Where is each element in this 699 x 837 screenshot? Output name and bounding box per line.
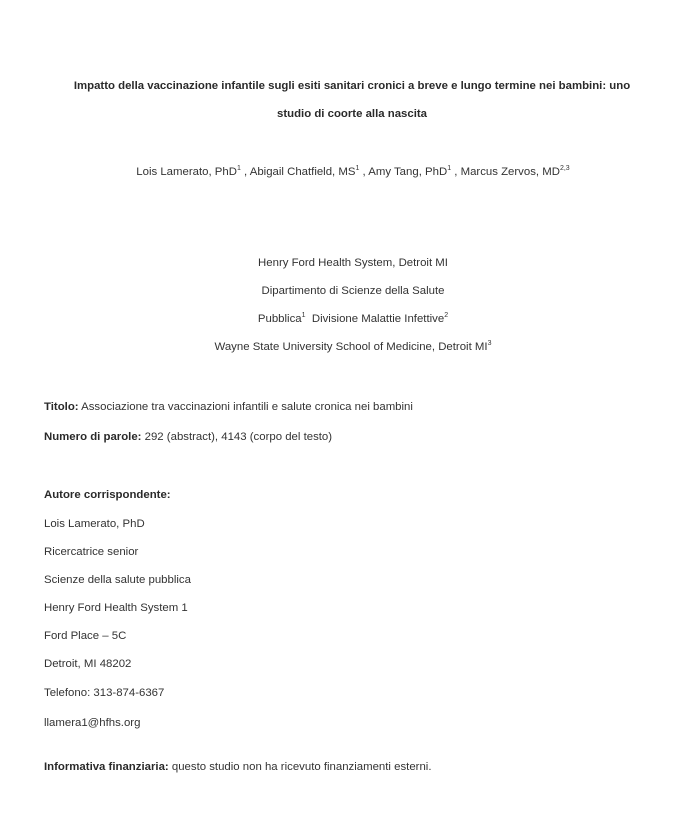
word-count-field <box>44 431 332 443</box>
affiliation-mark: 2 <box>444 312 449 320</box>
field-value: questo studio non ha ricevuto finanziamenti esterni. <box>171 761 432 773</box>
contact-email: llamera1@hfhs.org <box>44 717 141 729</box>
contact-line: Ricercatrice senior <box>44 546 139 558</box>
author-affiliation-mark: 2,3 <box>559 165 570 173</box>
author-separator: , <box>240 166 250 178</box>
author-separator: , <box>359 166 369 178</box>
affiliation-mark: 1 <box>301 312 306 320</box>
author-affiliation-mark: 1 <box>447 165 452 173</box>
author-affiliation-mark: 1 <box>236 165 241 173</box>
contact-line: Ford Place – 5C <box>44 630 127 642</box>
author-name: Abigail Chatfield, MS <box>249 166 356 178</box>
affiliation-text: Pubblica <box>257 313 302 325</box>
affiliation-mark: 3 <box>487 340 492 348</box>
affiliation-line <box>0 341 699 353</box>
field-label: Autore corrispondente: <box>44 489 171 501</box>
field-label: Informativa finanziaria: <box>44 761 169 773</box>
affiliation-line <box>0 313 699 325</box>
contact-line: Lois Lamerato, PhD <box>44 518 145 530</box>
affiliation-text: Wayne State University School of Medicine, Detroit MI <box>214 341 488 353</box>
author-list <box>0 166 699 178</box>
author-name: Lois Lamerato, PhD <box>136 166 237 178</box>
contact-line: Scienze della salute pubblica <box>44 574 191 586</box>
contact-line: Detroit, MI 48202 <box>44 658 132 670</box>
affiliation-line: Henry Ford Health System, Detroit MI <box>258 257 448 269</box>
author-affiliation-mark: 1 <box>355 165 360 173</box>
funding-disclosure-field <box>44 761 432 773</box>
contact-phone: Telefono: 313-874-6367 <box>44 687 165 699</box>
corresponding-author-heading <box>44 489 171 501</box>
author-name: Marcus Zervos, MD <box>460 166 560 178</box>
field-value: 292 (abstract), 4143 (corpo del testo) <box>144 431 333 443</box>
affiliation-text: Divisione Malattie Infettive <box>311 313 445 325</box>
short-title-field <box>44 401 413 413</box>
contact-line: Henry Ford Health System 1 <box>44 602 188 614</box>
paper-title-line-2: studio di coorte alla nascita <box>276 108 427 120</box>
field-label: Numero di parole: <box>44 431 142 443</box>
affiliation-line: Dipartimento di Scienze della Salute <box>261 285 445 297</box>
author-separator: , <box>451 166 461 178</box>
paper-title-line-1: Impatto della vaccinazione infantile sugli esiti sanitari cronici a breve e lungo termine nei bambini: uno <box>73 80 631 92</box>
field-value: Associazione tra vaccinazioni infantili e salute cronica nei bambini <box>81 401 413 413</box>
field-label: Titolo: <box>44 401 79 413</box>
author-name: Amy Tang, PhD <box>368 166 448 178</box>
